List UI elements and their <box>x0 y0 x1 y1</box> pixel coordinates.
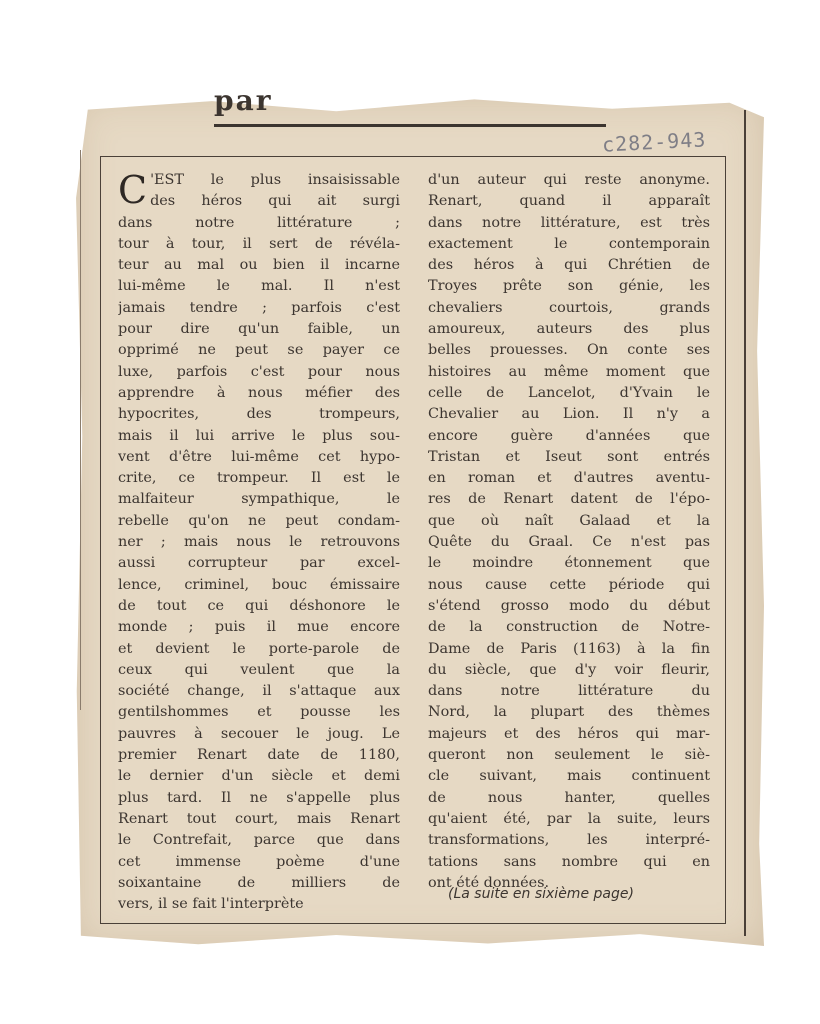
text-line: Troyes prête son génie, les <box>428 278 710 295</box>
text-line: nous cause cette période qui <box>428 576 710 593</box>
article-column-left <box>118 170 400 915</box>
text-line: le moindre étonnement que <box>428 555 710 572</box>
text-line: ner ; mais nous le retrouvons <box>118 534 400 551</box>
text-line: de tout ce qui déshonore le <box>118 597 400 614</box>
text-line: s'étend grosso modo du début <box>428 597 710 614</box>
continued-note: (La suite en sixième page) <box>448 886 634 902</box>
text-line: pour dire qu'un faible, un <box>118 321 400 338</box>
text-line: plus tard. Il ne s'appelle plus <box>118 789 400 806</box>
text-line: celle de Lancelot, d'Yvain le <box>428 384 710 401</box>
text-line: teur au mal ou bien il incarne <box>118 257 400 274</box>
text-line: res de Renart datent de l'épo- <box>428 491 710 508</box>
right-lines <box>428 170 710 894</box>
drop-cap: C <box>118 168 148 212</box>
text-line: cet immense poème d'une <box>118 853 400 870</box>
text-line: ont été données. <box>428 874 550 891</box>
text-line: le Contrefait, parce que dans <box>118 832 400 849</box>
text-line: malfaiteur sympathique, le <box>118 491 400 508</box>
headline-rule <box>214 124 606 127</box>
text-line: dans notre littérature, est très <box>428 214 710 231</box>
text-line: premier Renart date de 1180, <box>118 747 400 764</box>
text-line: majeurs et des héros qui mar- <box>428 725 710 742</box>
text-line: exactement le contemporain <box>428 235 710 252</box>
text-line: Nord, la plupart des thèmes <box>428 704 710 721</box>
text-line: rebelle qu'on ne peut condam- <box>118 512 400 529</box>
archive-number: c282-943 <box>601 127 707 157</box>
text-line: de nous hanter, quelles <box>428 789 710 806</box>
text-line: des héros qui ait surgi <box>150 193 400 210</box>
text-line: tations sans nombre qui en <box>428 853 710 870</box>
text-line: histoires au même moment que <box>428 363 710 380</box>
text-line: opprimé ne peut se payer ce <box>118 342 400 359</box>
text-line: lui-même le mal. Il n'est <box>118 278 400 295</box>
text-line: du siècle, que d'y voir fleurir, <box>428 661 710 678</box>
text-line: mais il lui arrive le plus sou- <box>118 427 400 444</box>
headline-fragment: par <box>214 84 273 117</box>
text-line: crite, ce trompeur. Il est le <box>118 470 400 487</box>
text-line: aussi corrupteur par excel- <box>118 555 400 572</box>
text-line: transformations, les interpré- <box>428 832 710 849</box>
text-line: apprendre à nous méfier des <box>118 384 400 401</box>
column-rule-right <box>744 110 746 936</box>
text-line: amoureux, auteurs des plus <box>428 321 710 338</box>
text-line: des héros à qui Chrétien de <box>428 257 710 274</box>
article-column-right <box>428 170 710 894</box>
left-lines <box>118 170 400 915</box>
text-line: le dernier d'un siècle et demi <box>118 768 400 785</box>
text-line: soixantaine de milliers de <box>118 874 400 891</box>
text-line: luxe, parfois c'est pour nous <box>118 363 400 380</box>
text-line: Chevalier au Lion. Il n'y a <box>428 406 710 423</box>
text-line: Dame de Paris (1163) à la fin <box>428 640 710 657</box>
text-line: vent d'être lui-même cet hypo- <box>118 448 400 465</box>
text-line: Renart, quand il apparaît <box>428 193 710 210</box>
text-line: société change, il s'attaque aux <box>118 683 400 700</box>
text-line: qu'aient été, par la suite, leurs <box>428 810 710 827</box>
text-line: pauvres à secouer le joug. Le <box>118 725 400 742</box>
text-line: en roman et d'autres aventu- <box>428 470 710 487</box>
text-line: dans notre littérature ; <box>118 214 400 231</box>
text-line: que où naît Galaad et la <box>428 512 710 529</box>
text-line: gentilshommes et pousse les <box>118 704 400 721</box>
text-line: et devient le porte-parole de <box>118 640 400 657</box>
text-line: 'EST le plus insaisissable <box>150 172 400 188</box>
text-line: jamais tendre ; parfois c'est <box>118 299 400 316</box>
text-line: Tristan et Iseut sont entrés <box>428 448 710 465</box>
text-line: tour à tour, il sert de révéla- <box>118 235 400 252</box>
text-line: monde ; puis il mue encore <box>118 619 400 636</box>
text-line: Renart tout court, mais Renart <box>118 810 400 827</box>
text-line: de la construction de Notre- <box>428 619 710 636</box>
text-line: lence, criminel, bouc émissaire <box>118 576 400 593</box>
text-line: hypocrites, des trompeurs, <box>118 406 400 423</box>
text-line: encore guère d'années que <box>428 427 710 444</box>
text-line: d'un auteur qui reste anonyme. <box>428 172 710 188</box>
text-line: queront non seulement le siè- <box>428 747 710 764</box>
text-line: chevaliers courtois, grands <box>428 299 710 316</box>
text-line: ceux qui veulent que la <box>118 661 400 678</box>
text-line: vers, il se fait l'interprète <box>118 896 304 913</box>
text-line: Quête du Graal. Ce n'est pas <box>428 534 710 551</box>
text-line: cle suivant, mais continuent <box>428 768 710 785</box>
text-line: dans notre littérature du <box>428 683 710 700</box>
column-rule-left <box>80 150 81 710</box>
text-line: belles prouesses. On conte ses <box>428 342 710 359</box>
